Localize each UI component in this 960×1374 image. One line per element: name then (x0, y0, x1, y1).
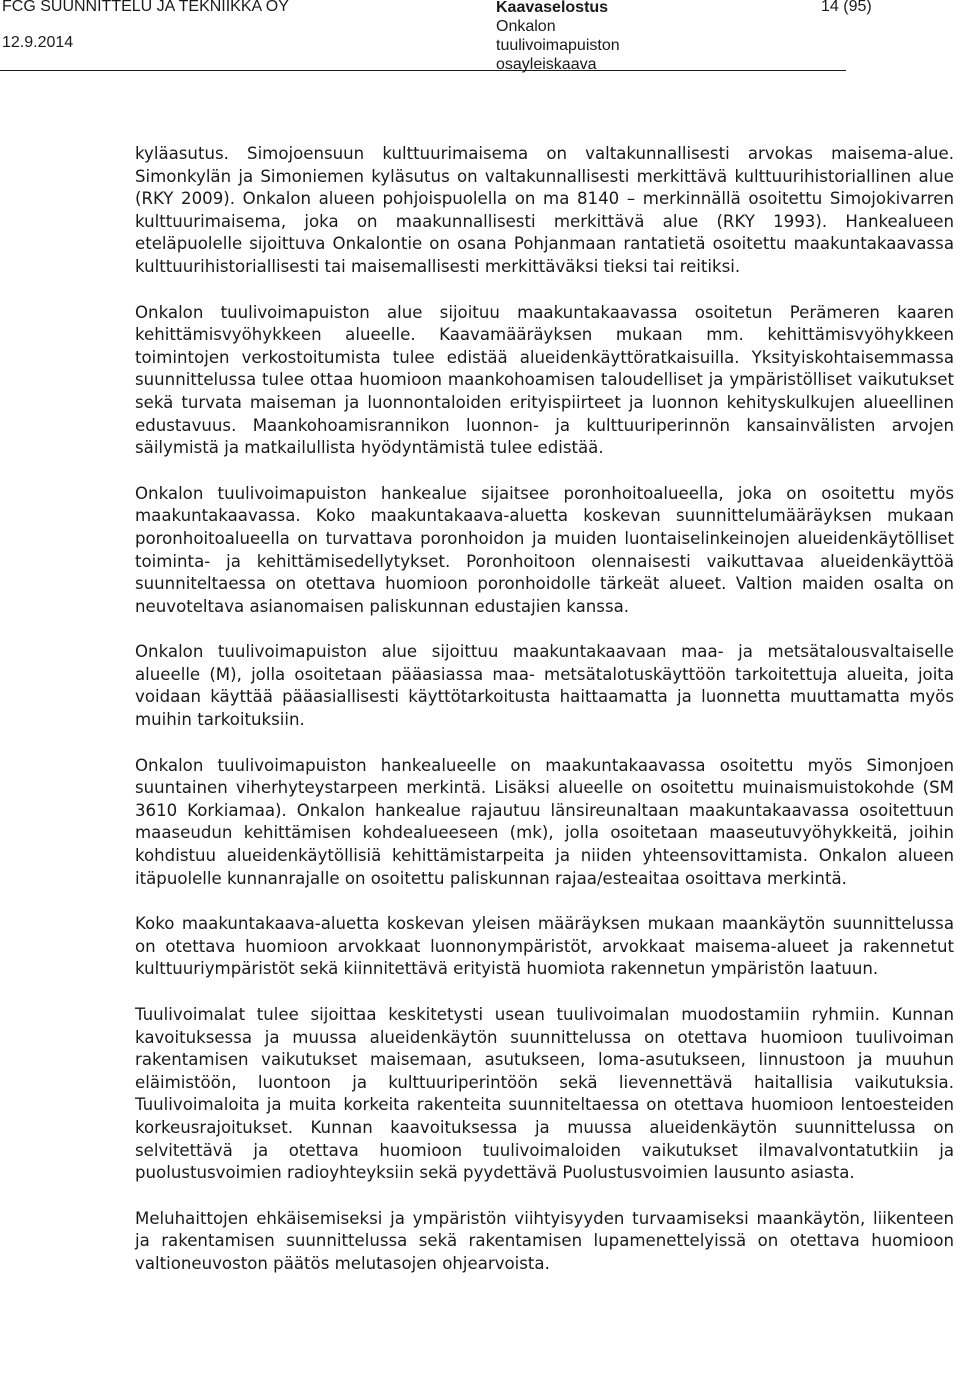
paragraph: Onkalon tuulivoimapuiston hankealueelle on maakuntakaavassa osoitettu myös Simonjoen suuntainen viherhyteystarpeen merkintä. Lisäksi alueelle on osoitettu muinaismuistokohde (SM 3610 Korkiamaa). Onkalon hankealue rajautuu länsireunaltaan maakuntakaavassa osoitettuun maaseudun kehittämisen kohdealueeseen (mk), jolla osoitetaan maaseutuvyöhykkeitä, joihin kohdistuu alueidenkäytöllisiä kehittämistarpeita ja niiden yhteensovittamista. Onkalon alueen itäpuolelle kunnanrajalle on osoitettu paliskunnan rajaa/esteaitaa osoittava merkintä. (135, 755, 954, 888)
paragraph: Tuulivoimalat tulee sijoittaa keskitetysti usean tuulivoimalan muodostamiin ryhmiin. Kunnan kavoituksessa ja muussa alueidenkäytön suunnittelussa on otettava huomioon tuulivoiman rakentamisen vaikutukset maisemaan, asutukseen, loma-asutukseen, linnustoon ja muuhun eläimistöön, luontoon ja kulttuuriperintöön sekä lievennettävä haitallisia vaikutuksia. Tuulivoimaloita ja muita korkeita rakenteita suunniteltaessa on otettava huomioon lentoesteiden korkeusrajoitukset. Kunnan kaavoituksessa ja muussa alueidenkäytön suunnittelussa on selvitettävä ja otettava huomioon tuulivoimaloiden vaikutukset ilmavalvontatutkiin ja puolustusvoimien radioyhteyksiin sekä pyydettävä Puolustusvoimien lausunto asiasta. (135, 1005, 954, 1183)
document-subtitle-line: tuulivoimapuiston (496, 37, 620, 54)
paragraph: Onkalon tuulivoimapuiston hankealue sijaitsee poronhoitoalueella, joka on osoitettu myös maakuntakaavassa. Koko maakuntakaava-aluetta koskevan suunnittelumääräyksen mukaan poronhoitoalueella on turvattava poronhoidon ja muiden luontaiselinkeinojen alueidenkäytölliset toiminta- ja kehittämisedellytykset. Poronhoitoon olennaisesti vaikuttavaa alueidenkäyttöä suunniteltaessa on otettava huomioon poronhoidolle tärkeät alueet. Valtion maiden osalta on neuvoteltava asianomaisen paliskunnan edustajien kanssa. (135, 483, 954, 616)
document-subtitle-line: Onkalon (496, 18, 556, 35)
document-title-block (496, 0, 620, 74)
page-number: 14 (95) (821, 0, 872, 15)
paragraph: Meluhaittojen ehkäisemiseksi ja ympäristön viihtyisyyden turvaamiseksi maankäytön, liikenteen ja rakentamisen suunnittelussa sekä rakentamisen lupamenettelyissä on otettava huomioon valtioneuvoston päätös melutasojen ohjearvoista. (135, 1208, 954, 1273)
paragraph: Onkalon tuulivoimapuiston alue sijoituu maakuntakaavassa osoitetun Perämeren kaaren kehittämisvyöhykkeen alueelle. Kaavamääräyksen mukaan mm. kehittämisvyöhykkeen toimintojen verkostoitumista tulee edistää alueidenkäyttöratkaisuilla. Yksityiskohtaisemmassa suunnittelussa tulee ottaa huomioon maankohoamisen taloudelliset ja ympäristölliset vaikutukset sekä turvata maiseman ja luonnontaloiden erityispiirteet ja luonnon kehityskulkujen alueellinen edustavuus. Maankohoamisrannikon luonnon- ja kulttuuriperinnön kansainvälisten arvojen säilymistä ja matkailullista hyödyntämistä tulee edistää. (135, 302, 954, 458)
company-name: FCG SUUNNITTELU JA TEKNIIKKA OY (2, 0, 289, 15)
paragraph: kyläasutus. Simojoensuun kulttuurimaisema on valtakunnallisesti arvokas maisema-alue. Simonkylän ja Simoniemen kyläsutus on valtakunnallisesti merkittävä kulttuurihistoriallinen alue (RKY 2009). Onkalon alueen pohjoispuolella on ma 8140 – merkinnällä osoitettu Simojokivarren kulttuurimaisema, joka on maakunnallisesti merkittävä alue (RKY 1993). Hankealueen eteläpuolelle sijoittuva Onkalontie on osana Pohjanmaan rantatietä osoitettu maakuntakaavassa kulttuurihistoriallisesti tai maisemallisesti merkittäväksi tieksi tai reitiksi. (135, 144, 954, 276)
page-header (0, 0, 960, 72)
document-title: Kaavaselostus (496, 0, 609, 16)
body-text (135, 143, 954, 1299)
document-subtitle-line: osayleiskaava (496, 56, 597, 73)
paragraph: Koko maakuntakaava-aluetta koskevan yleisen määräyksen mukaan maankäytön suunnittelussa on otettava huomioon arvokkaat luonnonympäristöt, arvokkaat maisema-alueet ja rakennetut kulttuuriympäristöt sekä kiinnitettävä erityistä huomiota rakennetun ympäristön laatuun. (135, 914, 954, 979)
header-divider (0, 70, 846, 71)
document-date: 12.9.2014 (2, 34, 74, 51)
paragraph: Onkalon tuulivoimapuiston alue sijoittuu maakuntakaavaan maa- ja metsätalousvaltaiselle alueelle (M), jolla osoitetaan pääasiassa maa- metsätalotuskäyttöön tarkoitettuja alueita, joita voidaan käyttää pääasiallisesti käyttötarkoitusta haittaamatta ja luonnetta muuttamatta myös muihin tarkoituksiin. (135, 642, 954, 730)
